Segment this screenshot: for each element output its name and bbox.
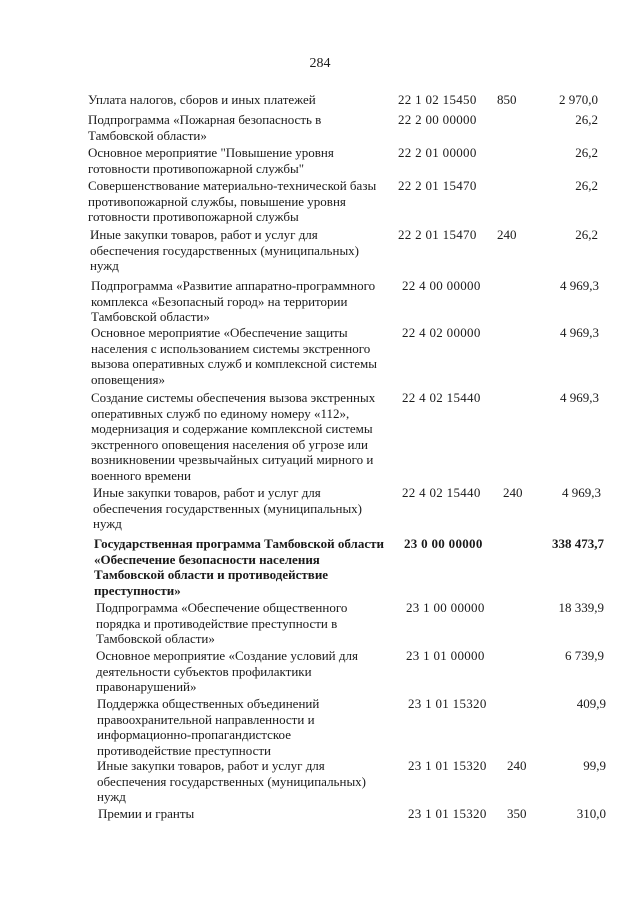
row-amount: 26,2 [575,227,598,242]
row-expense-type: 350 [507,806,527,821]
row-amount: 4 969,3 [560,325,599,340]
row-description: Подпрограмма «Развитие аппаратно-программного комплекса «Безопасный город» на территории Тамбовской области» [91,278,376,324]
row-code: 22 2 01 15470 [398,227,477,242]
row-description: Уплата налогов, сборов и иных платежей [88,92,316,107]
row-description: Иные закупки товаров, работ и услуг для обеспечения государственных (муниципальных) нужд [90,227,360,273]
row-code: 22 1 02 15450 [398,92,477,107]
row-amount: 18 339,9 [558,600,604,615]
row-amount: 99,9 [583,758,606,773]
row-code: 23 1 01 15320 [408,806,487,821]
row-code: 22 4 02 15440 [402,485,481,500]
row-code: 23 0 00 00000 [404,536,483,551]
row-code: 23 1 01 00000 [406,648,485,663]
row-amount: 26,2 [575,112,598,127]
row-description: Иные закупки товаров, работ и услуг для обеспечения государственных (муниципальных) нужд [93,485,363,531]
row-expense-type: 850 [497,92,517,107]
row-amount: 338 473,7 [552,536,604,551]
row-expense-type: 240 [507,758,527,773]
row-code: 22 2 01 15470 [398,178,477,193]
row-code: 22 4 02 00000 [402,325,481,340]
row-description: Совершенствование материально-технической базы противопожарной службы, повышение уровня готовности противопожарной службы [88,178,377,224]
row-amount: 409,9 [576,696,606,711]
row-code: 22 2 01 00000 [398,145,477,160]
row-description: Поддержка общественных объединений правоохранительной направленности и информационно-пропагандистское противодействие преступности [97,696,320,758]
row-description: Подпрограмма «Пожарная безопасность в Тамбовской области» [88,112,322,143]
row-description: Основное мероприятие «Создание условий для деятельности субъектов профилактики правонарушений» [96,648,358,694]
row-code: 23 1 00 00000 [406,600,485,615]
row-description: Иные закупки товаров, работ и услуг для обеспечения государственных (муниципальных) нужд [97,758,367,804]
row-code: 23 1 01 15320 [408,758,487,773]
row-amount: 26,2 [575,178,598,193]
row-description: Государственная программа Тамбовской области «Обеспечение безопасности населения Тамбовской области и противодействие преступности» [94,536,384,598]
row-description: Основное мероприятие "Повышение уровня готовности противопожарной службы" [88,145,334,176]
row-amount: 4 969,3 [560,278,599,293]
row-amount: 4 969,3 [562,485,601,500]
row-code: 22 4 00 00000 [402,278,481,293]
row-amount: 26,2 [575,145,598,160]
row-code: 23 1 01 15320 [408,696,487,711]
row-amount: 310,0 [576,806,606,821]
row-amount: 6 739,9 [565,648,604,663]
row-expense-type: 240 [503,485,523,500]
row-code: 22 4 02 15440 [402,390,481,405]
row-description: Основное мероприятие «Обеспечение защиты населения с использованием системы экстренного вызова оперативных служб и комплексной системы оповещения» [91,325,377,387]
page-number: 284 [309,56,331,71]
row-description: Премии и гранты [98,806,195,821]
row-description: Подпрограмма «Обеспечение общественного порядка и противодействие преступности в Тамбовской области» [96,600,348,646]
row-code: 22 2 00 00000 [398,112,477,127]
row-description: Создание системы обеспечения вызова экстренных оперативных служб по единому номеру «112», модернизация и содержание комплексной системы экстренного оповещения населения об угрозе или возникновении чрезвычайных ситуаций мирного и военного времени [91,390,376,483]
row-amount: 4 969,3 [560,390,599,405]
row-amount: 2 970,0 [559,92,598,107]
row-expense-type: 240 [497,227,517,242]
